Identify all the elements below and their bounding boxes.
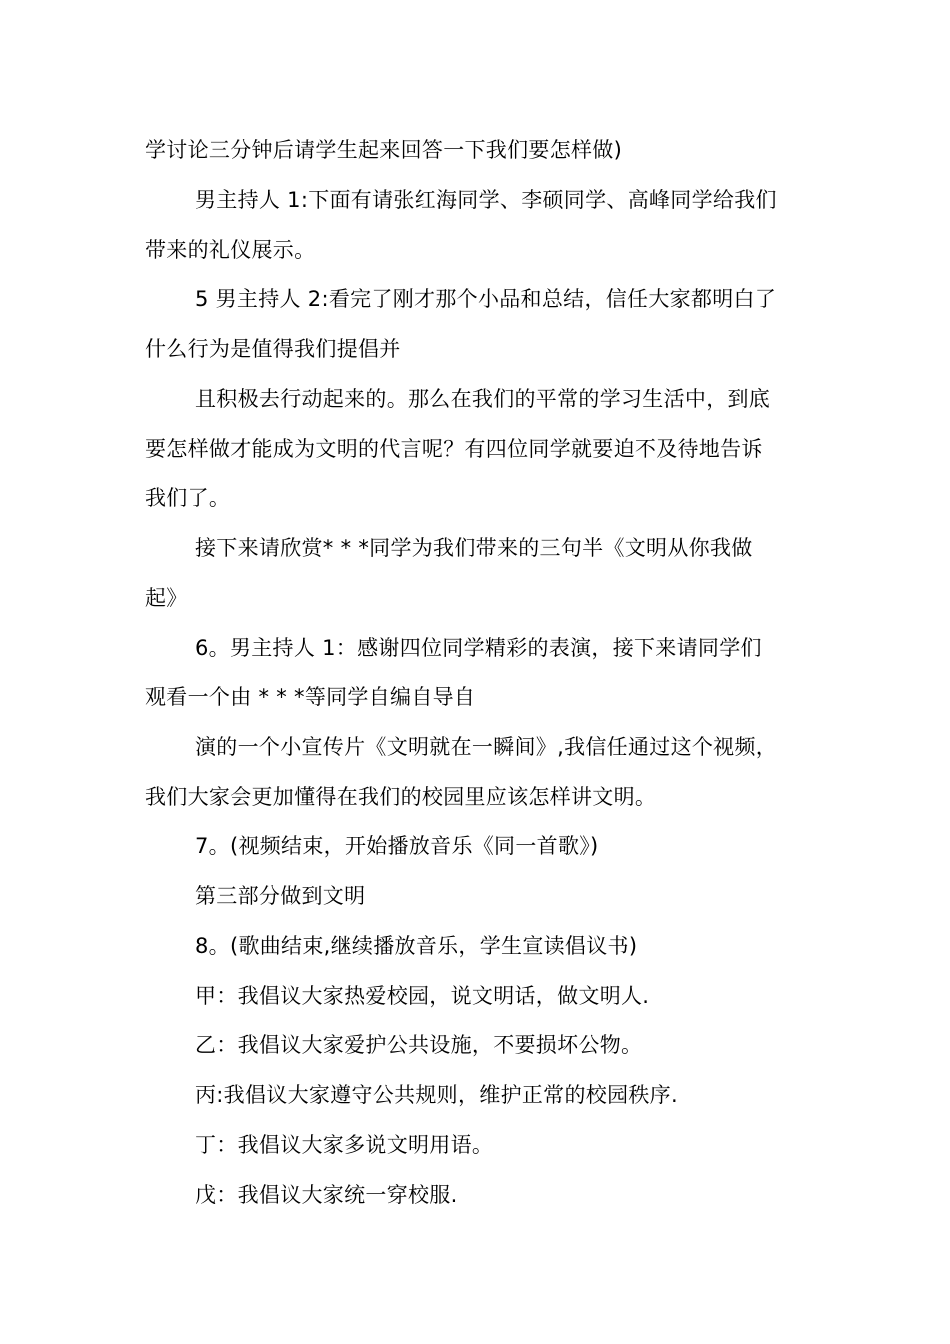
text-line: 丁：我倡议大家多说文明用语。 xyxy=(195,1133,494,1157)
text-line: 接下来请欣赏* * *同学为我们带来的三句半《文明从你我做 xyxy=(195,536,753,560)
text-line: 且积极去行动起来的。那么在我们的平常的学习生活中，到底 xyxy=(195,387,771,411)
text-line: 我们了。 xyxy=(145,486,231,510)
text-line: 什么行为是值得我们提倡并 xyxy=(145,337,401,361)
text-line: 戊：我倡议大家统一穿校服. xyxy=(195,1183,458,1207)
text-line: 甲：我倡议大家热爱校园，说文明话，做文明人. xyxy=(195,984,650,1008)
text-line: 7。(视频结束，开始播放音乐《同一首歌》) xyxy=(195,834,599,858)
text-line: 8。(歌曲结束,继续播放音乐，学生宣读倡议书) xyxy=(195,934,638,958)
text-line: 演的一个小宣传片《文明就在一瞬间》,我信任通过这个视频， xyxy=(195,735,778,759)
text-line: 起》 xyxy=(145,586,188,610)
section-heading: 第三部分做到文明 xyxy=(195,884,366,908)
text-line: 学讨论三分钟后请学生起来回答一下我们要怎样做) xyxy=(145,138,623,162)
text-line: 6。男主持人 1：感谢四位同学精彩的表演，接下来请同学们 xyxy=(195,636,762,660)
text-line: 乙：我倡议大家爱护公共设施，不要损坏公物。 xyxy=(195,1033,643,1057)
text-line: 我们大家会更加懂得在我们的校园里应该怎样讲文明。 xyxy=(145,785,657,809)
text-line: 带来的礼仪展示。 xyxy=(145,238,316,262)
text-line: 要怎样做才能成为文明的代言呢？有四位同学就要迫不及待地告诉 xyxy=(145,437,763,461)
text-line: 丙:我倡议大家遵守公共规则，维护正常的校园秩序. xyxy=(195,1083,678,1107)
text-line: 5 男主持人 2:看完了刚才那个小品和总结，信任大家都明白了 xyxy=(195,287,777,311)
text-line: 男主持人 1:下面有请张红海同学、李硕同学、高峰同学给我们 xyxy=(195,188,777,212)
text-line: 观看一个由 * * *等同学自编自导自 xyxy=(145,685,476,709)
